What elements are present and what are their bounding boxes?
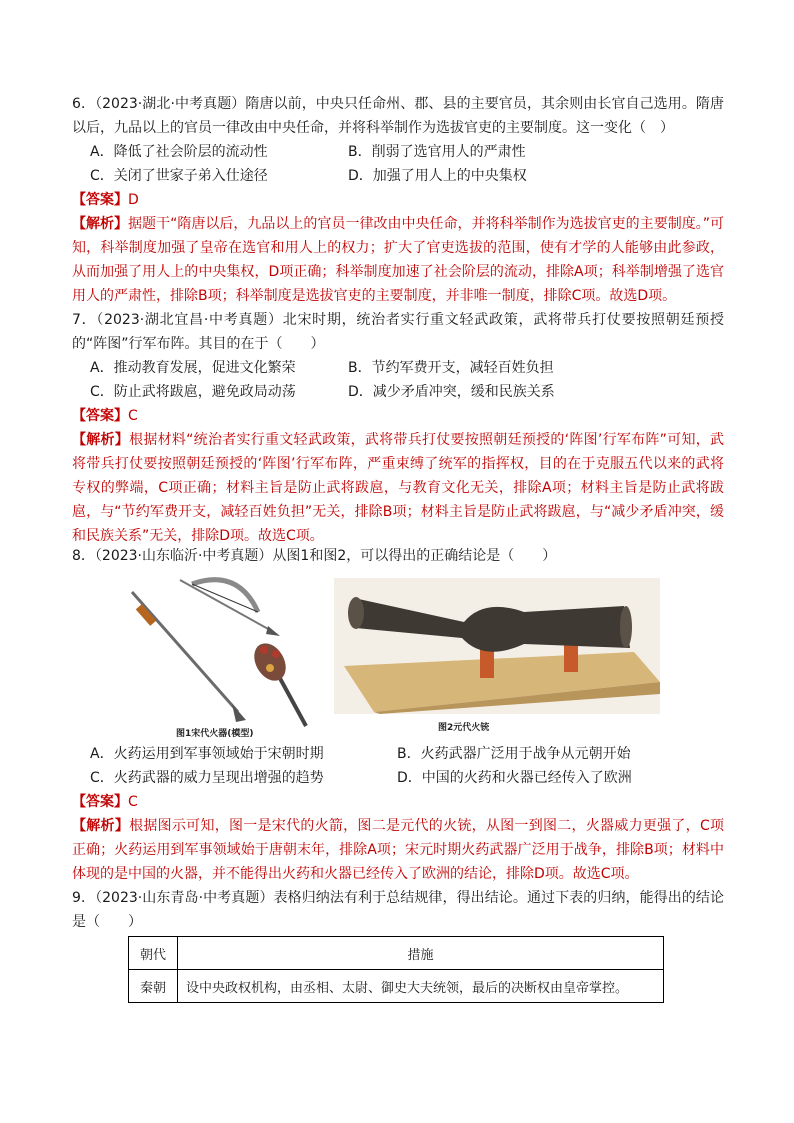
figure-2-yuan-fire-cannon	[334, 578, 660, 714]
option-d: D．减少矛盾冲突，缓和民族关系	[348, 384, 555, 400]
table-header-measures: 措施	[178, 937, 664, 970]
option-b: B．削弱了选官用人的严肃性	[348, 144, 526, 160]
question-6-answer	[72, 188, 139, 212]
option-a: A．降低了社会阶层的流动性	[90, 144, 268, 160]
question-6-options	[90, 140, 724, 188]
table-header-row	[129, 937, 664, 970]
analysis-text: 根据材料“统治者实行重文轻武政策，武将带兵打仗要按照朝廷预授的‘阵图’行军布阵”可知，武将带兵打仗要按照朝廷预授的‘阵图’行军布阵，严重束缚了统军的指挥权，目的在于克服五代以来的武将专权的弊端，C项正确；材料主旨是防止武将跋扈，与教育文化无关，排除A项；材料主旨是防止武将跋扈，与“节约军费开支，减轻百姓负担”无关，排除B项；材料主旨是防止武将跋扈，与“减少矛盾冲突，缓和民族关系”无关，排除D项。故选C项。	[72, 432, 725, 544]
answer-value: C	[128, 794, 138, 810]
option-b: B．节约军费开支，减轻百姓负担	[348, 360, 554, 376]
option-d: D．中国的火药和火器已经传入了欧洲	[397, 770, 632, 786]
table-header-dynasty: 朝代	[129, 937, 178, 970]
flame-dot	[260, 646, 268, 654]
table-row	[129, 970, 664, 1003]
flame-dot	[266, 664, 274, 672]
answer-value: C	[128, 408, 138, 424]
question-8-stem: 8．（2023·山东临沂·中考真题）从图1和图2，可以得出的正确结论是（ ）	[72, 548, 557, 564]
question-8-answer	[72, 790, 138, 814]
fire-bundle	[248, 638, 292, 687]
measures-table	[128, 936, 664, 1003]
question-7-stem: 7．（2023·湖北宜昌·中考真题）北宋时期，统治者实行重文轻武政策，武将带兵打仗要按照朝廷预授的“阵图”行军布阵。其目的在于（ ）	[72, 312, 724, 352]
answer-value: D	[128, 192, 139, 208]
option-d: D．加强了用人上的中央集权	[348, 168, 527, 184]
table-cell-dynasty: 秦朝	[129, 970, 178, 1003]
option-b: B．火药武器广泛用于战争从元朝开始	[397, 746, 631, 762]
cannon-breech	[620, 606, 632, 648]
question-7-options	[90, 356, 724, 404]
cannon-muzzle	[348, 597, 364, 629]
analysis-label: 【解析】	[72, 432, 130, 448]
table-cell-measures: 设中央政权机构，由丞相、太尉、御史大夫统领，最后的决断权由皇帝掌控。	[178, 970, 664, 1003]
analysis-label: 【解析】	[72, 818, 130, 834]
analysis-text: 据题干“隋唐以后，九品以上的官员一律改由中央任命，并将科举制作为选拔官吏的主要制度。”可知，科举制度加强了皇帝在选官和用人上的权力；扩大了官吏选拔的范围，使有才学的人能够由此参政，从而加强了用人上的中央集权，D项正确；科举制度加速了社会阶层的流动，排除A项；科举制增强了选官用人的严肃性，排除B项；科举制度是选拔官吏的主要制度，并非唯一制度，排除C项。故选D项。	[72, 216, 724, 304]
question-9-stem: 9．（2023·山东青岛·中考真题）表格归纳法有利于总结规律，得出结论。通过下表的归纳，能得出的结论是（ ）	[72, 890, 724, 930]
option-c: C．火药武器的威力呈现出增强的趋势	[90, 770, 324, 786]
question-7-analysis	[72, 428, 724, 548]
arrow-shaft	[132, 592, 238, 712]
question-6-analysis	[72, 212, 724, 308]
question-8-analysis	[72, 814, 724, 886]
arrow-head	[232, 704, 246, 722]
figure-2-caption: 图2元代火铳	[438, 723, 490, 733]
question-7-answer	[72, 404, 138, 428]
option-c: C．防止武将跋扈，避免政局动荡	[90, 384, 296, 400]
figure-1-caption: 图1宋代火器(模型)	[176, 729, 254, 739]
analysis-label: 【解析】	[72, 216, 129, 232]
answer-label: 【答案】	[72, 192, 128, 208]
answer-label: 【答案】	[72, 794, 128, 810]
analysis-text: 根据图示可知，图一是宋代的火箭，图二是元代的火铳，从图一到图二，火器威力更强了，C项正确；火药运用到军事领域始于唐朝末年，排除A项；宋元时期火药武器广泛用于战争，排除B项；材料中体现的是中国的火器，并不能得出火药和火器已经传入了欧洲的结论，排除D项。故选C项。	[72, 818, 724, 882]
option-a: A．推动教育发展，促进文化繁荣	[90, 360, 296, 376]
answer-label: 【答案】	[72, 408, 128, 424]
question-6-stem: 6．（2023·湖北·中考真题）隋唐以前，中央只任命州、郡、县的主要官员，其余则由长官自己选用。隋唐以后，九品以上的官员一律改由中央任命，并将科举制作为选拔官吏的主要制度。这一变化（ ）	[72, 96, 724, 136]
option-a: A．火药运用到军事领域始于宋朝时期	[90, 746, 324, 762]
flame-dot	[272, 650, 280, 658]
option-c: C．关闭了世家子弟入仕途径	[90, 168, 268, 184]
figure-1-song-fire-weapons	[120, 570, 320, 730]
question-8-options	[90, 742, 724, 790]
bow-limb	[192, 580, 258, 612]
bolt-head	[266, 626, 280, 636]
